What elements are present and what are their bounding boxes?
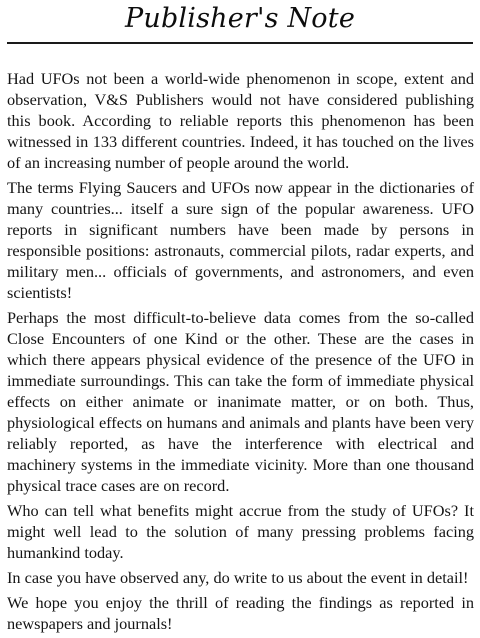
title-rule [7,42,473,44]
paragraph-closing: We hope you enjoy the thrill of reading the findings as reported in newspapers and journals! [7,593,474,633]
paragraph-intro: Had UFOs not been a world-wide phenomenon in scope, extent and observation, V&S Publishers would not have considered publishing this book. According to reliable reports this phenomenon has been witnessed in 133 different countries. Indeed, it has touched on the lives of an increasing number of people around the world. [7,69,474,172]
paragraph-benefits: Who can tell what benefits might accrue from the study of UFOs? It might well lead to the solution of many pressing problems facing humankind today. [7,501,474,562]
title-block [7,0,473,52]
paragraph-awareness: The terms Flying Saucers and UFOs now appear in the dictionaries of many countries... itself a sure sign of the popular awareness. UFO reports in significant numbers have been made by persons in responsible positions: astronauts, commercial pilots, radar experts, and military men... officials of governments, and astronomers, and even scientists! [7,178,474,302]
paragraph-write-to-us: In case you have observed any, do write to us about the event in detail! [7,568,469,587]
note-body [7,68,474,638]
page-title: Publisher's Note [124,3,355,34]
paragraph-close-encounters: Perhaps the most difficult-to-believe data comes from the so-called Close Encounters of one Kind or the other. These are the cases in which there appears physical evidence of the presence of the UFO in immediate surroundings. This can take the form of immediate physical effects on either animate or inanimate matter, or on both. Thus, physiological effects on humans and animals and plants have been very reliably reported, as have the interference with electrical and machinery systems in the immediate vicinity. More than one thousand physical trace cases are on record. [7,308,474,495]
